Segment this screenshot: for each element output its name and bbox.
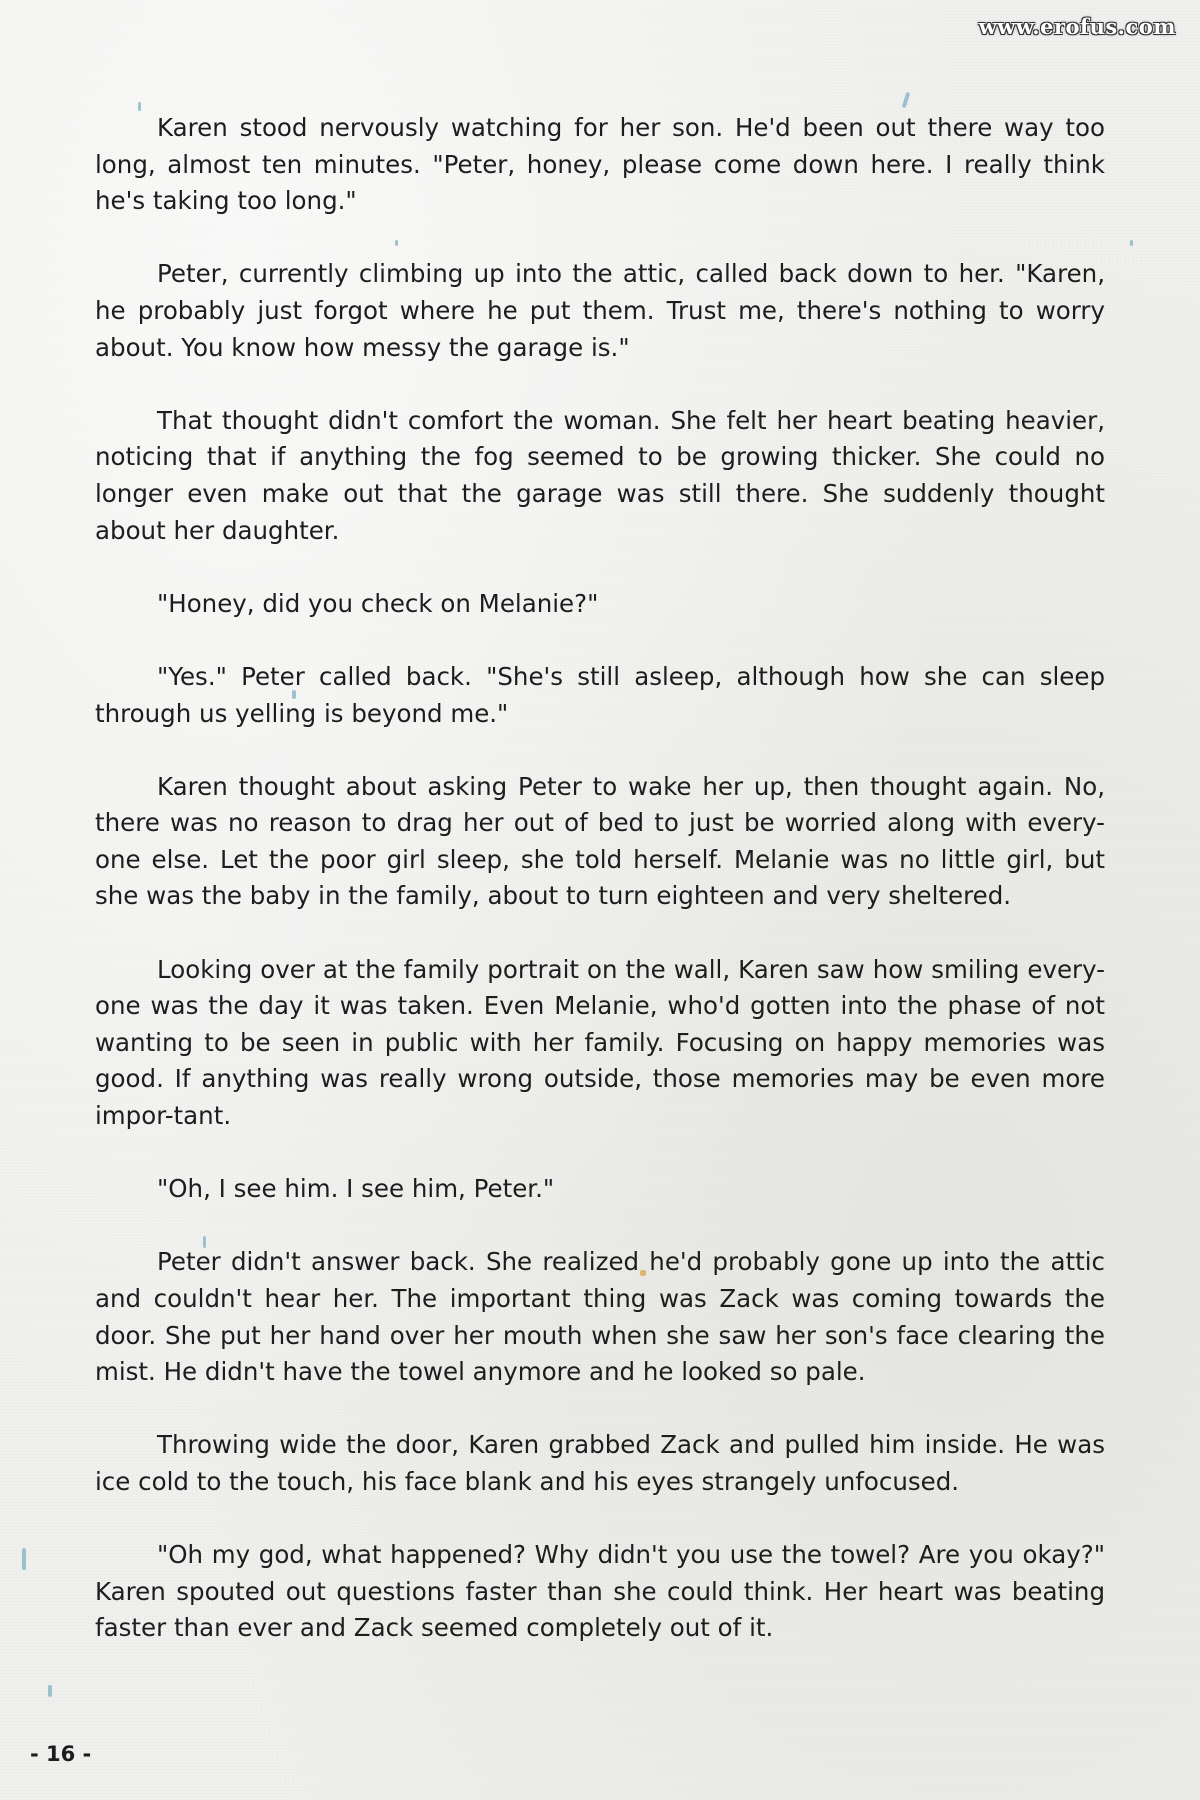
story-text — [95, 110, 1105, 1647]
watermark: www.erofus.com — [978, 14, 1176, 39]
paint-fleck — [48, 1685, 52, 1697]
paragraph: Throwing wide the door, Karen grabbed Zack and pulled him inside. He was ice cold to the touch, his face blank and his eyes strangely unfocused. — [95, 1430, 1105, 1496]
paint-fleck — [22, 1548, 26, 1570]
paragraph: That thought didn't comfort the woman. She felt her heart beating heavier, noticing that if anything the fog seemed to be growing thicker. She could no longer even make out that the garage was still there. She suddenly thought about her daughter. — [95, 405, 1105, 545]
paragraph: "Oh my god, what happened? Why didn't you use the towel? Are you okay?" Karen spouted out questions faster than she could think. Her heart was beating faster than ever and Zack seemed completely out of it. — [95, 1540, 1105, 1643]
paragraph: "Honey, did you check on Melanie?" — [157, 588, 599, 618]
paragraph: Looking over at the family portrait on the wall, Karen saw how smiling every-one was the day it was taken. Even Melanie, who'd gotten into the phase of not wanting to be seen in public with her family. Focusing on happy memories was good. If anything was really wrong outside, those memories may be even more impor-tant. — [95, 954, 1105, 1131]
paragraph: "Yes." Peter called back. "She's still asleep, although how she can sleep through us yelling is beyond me." — [95, 661, 1105, 728]
paragraph: Peter, currently climbing up into the attic, called back down to her. "Karen, he probably just forgot where he put them. Trust me, there's nothing to worry about. You know how messy the garage is." — [95, 259, 1105, 362]
paragraph: "Oh, I see him. I see him, Peter." — [157, 1174, 555, 1204]
paragraph: Karen stood nervously watching for her son. He'd been out there way too long, almost ten minutes. "Peter, honey, please come down here. I really think he's taking too long." — [95, 113, 1105, 216]
page-number: - 16 - — [30, 1742, 92, 1766]
paragraph: Karen thought about asking Peter to wake her up, then thought again. No, there was no reason to drag her out of bed to just be worried along with every-one else. Let the poor girl sleep, she told herself. Melanie was no little girl, but she was the baby in the family, about to turn eighteen and very sheltered. — [95, 771, 1105, 911]
paragraph: Peter didn't answer back. She realized he'd probably gone up into the attic and couldn't hear her. The important thing was Zack was coming towards the door. She put her hand over her mouth when she saw her son's face clearing the mist. He didn't have the towel anymore and he looked so pale. — [95, 1247, 1105, 1387]
paint-fleck — [1130, 240, 1133, 246]
